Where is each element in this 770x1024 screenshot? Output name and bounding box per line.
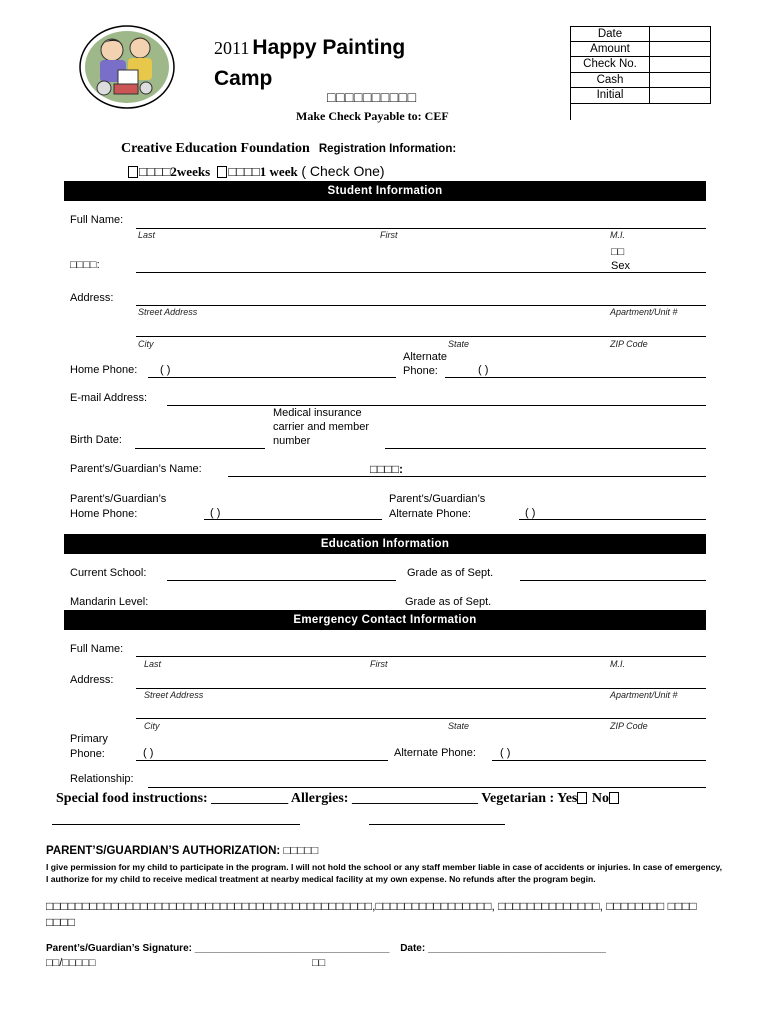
emergency-full-name-label: Full Name: (70, 643, 124, 655)
emergency-section-header: Emergency Contact Information (64, 610, 706, 630)
date-label: Date: ________________________________ (400, 943, 606, 954)
option-1week-label: 1 week (259, 164, 298, 179)
home-phone-paren: ( ) (160, 364, 171, 376)
vegetarian-no-label: No (591, 791, 609, 806)
relationship-field[interactable] (148, 787, 706, 788)
signature-line[interactable] (46, 943, 606, 954)
alternate-phone-field[interactable] (445, 377, 706, 378)
title-year: 2011 (214, 38, 250, 58)
food-line (56, 791, 620, 807)
current-school-label: Current School: (70, 567, 147, 579)
admin-check-cell[interactable] (650, 57, 711, 73)
mandarin-level-label: Mandarin Level: (70, 596, 149, 608)
option-2weeks-cn: □□□□ (139, 164, 171, 179)
birth-date-label: Birth Date: (70, 434, 122, 446)
student-city-field[interactable] (136, 336, 706, 337)
student-street-field[interactable] (136, 305, 706, 306)
guardian-name-field[interactable] (228, 476, 706, 477)
home-phone-label: Home Phone: (70, 364, 138, 376)
emergency-city-caption: City (144, 721, 160, 731)
guardian-alt-phone-label (389, 492, 485, 522)
org-name: Creative Education Foundation (121, 141, 310, 156)
emergency-city-field[interactable] (136, 718, 706, 719)
admin-cash-label: Cash (570, 73, 650, 89)
emergency-street-caption: Street Address (144, 690, 204, 700)
option-1week-checkbox[interactable] (217, 166, 227, 178)
medical-label-2: carrier and member (273, 421, 369, 433)
vegetarian-yes-checkbox[interactable] (577, 792, 587, 804)
student-state-caption: State (448, 339, 470, 349)
emergency-zip-caption: ZIP Code (610, 721, 648, 731)
admin-table-tail (570, 104, 571, 120)
admin-initial-cell[interactable] (650, 88, 711, 104)
student-address-label: Address: (70, 292, 114, 304)
student-street-caption: Street Address (138, 307, 198, 317)
primary-phone-label-1: Primary (70, 733, 108, 745)
grade-field[interactable] (520, 580, 706, 581)
logo (78, 24, 176, 110)
vegetarian-label: Vegetarian : Yes (481, 791, 578, 806)
current-school-field[interactable] (167, 580, 396, 581)
allergies-continuation-field[interactable] (369, 824, 505, 825)
guardian-home-phone-field[interactable] (204, 519, 382, 520)
option-2weeks-checkbox[interactable] (128, 166, 138, 178)
option-1week-cn: □□□□ (228, 164, 260, 179)
grade-label: Grade as of Sept. (407, 567, 494, 579)
authorization-title-text: PARENT’S/GUARDIAN’S AUTHORIZATION: (46, 845, 281, 857)
guardian-alt-paren: ( ) (525, 507, 536, 519)
special-food-label: Special food instructions: ___________ (56, 791, 289, 806)
title-text: Happy Painting (252, 36, 406, 59)
student-city-caption: City (138, 339, 154, 349)
student-full-name-label: Full Name: (70, 214, 124, 226)
student-mi-caption: M.I. (610, 230, 625, 240)
chinese-name-label: □□□□: (70, 259, 100, 271)
vegetarian-no-checkbox[interactable] (609, 792, 619, 804)
guardian-alt-label-1: Parent’s/Guardian’s (389, 493, 486, 505)
admin-amount-label: Amount (570, 42, 650, 58)
alternate-phone-label (403, 350, 447, 378)
emergency-first-caption: First (370, 659, 388, 669)
email-field[interactable] (167, 405, 706, 406)
student-first-caption: First (380, 230, 398, 240)
chinese-title: □□□□□□□□□□ (327, 89, 417, 105)
primary-phone-label (70, 732, 108, 762)
office-use-table (570, 26, 711, 104)
chinese-name-field[interactable] (136, 272, 706, 273)
page-title (214, 34, 405, 96)
admin-date-cell[interactable] (650, 26, 711, 42)
education-section-header: Education Information (64, 534, 706, 554)
sex-cn-caption: □□ (611, 246, 625, 258)
medical-insurance-field[interactable] (385, 448, 706, 449)
signature-label: Parent’s/Guardian’s Signature: ___________________________________ (46, 943, 390, 954)
medical-label-1: Medical insurance (273, 407, 362, 419)
emergency-mi-caption: M.I. (610, 659, 625, 669)
email-label: E-mail Address: (70, 392, 148, 404)
guardian-cn-name-label: □□□□: (370, 462, 403, 476)
admin-check-label: Check No. (570, 57, 650, 73)
emergency-full-name-field[interactable] (136, 656, 706, 657)
primary-phone-paren: ( ) (143, 747, 154, 759)
alt-phone-label-2: Phone: (403, 365, 438, 377)
student-full-name-field[interactable] (136, 228, 706, 229)
alt-phone-paren: ( ) (478, 364, 489, 376)
guardian-name-label: Parent’s/Guardian’s Name: (70, 463, 202, 475)
guardian-home-paren: ( ) (210, 507, 221, 519)
admin-initial-label: Initial (570, 88, 650, 104)
emergency-alt-phone-label: Alternate Phone: (394, 747, 476, 759)
title-line2: Camp (214, 67, 273, 90)
primary-phone-field[interactable] (136, 760, 388, 761)
emergency-alt-paren: ( ) (500, 747, 511, 759)
signature-cn-label: □□/□□□□□ (46, 957, 96, 969)
emergency-apt-caption: Apartment/Unit # (610, 690, 678, 700)
emergency-alt-phone-field[interactable] (492, 760, 706, 761)
org-line (121, 141, 456, 157)
primary-phone-label-2: Phone: (70, 748, 105, 760)
emergency-state-caption: State (448, 721, 470, 731)
birth-date-field[interactable] (135, 448, 265, 449)
session-options (128, 163, 385, 180)
alt-phone-label-1: Alternate (403, 351, 448, 363)
registration-label: Registration Information: (318, 143, 457, 155)
emergency-address-label: Address: (70, 674, 114, 686)
authorization-text-cn: □□□□□□□□□□□□□□□□□□□□□□□□□□□□□□□□□□□□□□□□□□□□□,□□□□□□□□□□□□□□□□, □□□□□□□□□□□□□□, □□□□□□□□ □□□□ □□□□ (46, 899, 697, 929)
allergies-label: Allergies: __________________ (290, 791, 478, 806)
student-apt-caption: Apartment/Unit # (610, 307, 678, 317)
student-last-caption: Last (138, 230, 156, 240)
home-phone-field[interactable] (148, 377, 396, 378)
admin-cash-cell[interactable] (650, 73, 711, 89)
guardian-home-label-1: Parent’s/Guardian’s (70, 493, 167, 505)
emergency-last-caption: Last (144, 659, 162, 669)
admin-amount-cell[interactable] (650, 42, 711, 58)
sex-caption: Sex (611, 260, 630, 272)
guardian-alt-phone-field[interactable] (519, 519, 706, 520)
authorization-title-cn: □□□□□ (283, 845, 319, 857)
payable-note: Make Check Payable to: CEF (296, 109, 449, 123)
special-food-continuation-field[interactable] (52, 824, 300, 825)
relationship-label: Relationship: (70, 773, 134, 785)
check-one-note: ( Check One) (301, 163, 385, 179)
authorization-text: I give permission for my child to participate in the program. I will not hold the school or any staff member liable in case of accidents or injuries. In case of emergency, I authorize for my child to receive medical treatment at nearby medical facility at my own expense. No refunds after the program begin. (46, 862, 723, 884)
guardian-home-phone-label (70, 492, 166, 522)
medical-label-3: number (273, 435, 311, 447)
authorization-title (46, 845, 318, 857)
medical-insurance-label (273, 406, 369, 448)
emergency-street-field[interactable] (136, 688, 706, 689)
option-2weeks-label: 2weeks (170, 164, 211, 179)
grade-label-2: Grade as of Sept. (405, 596, 492, 608)
guardian-home-label-2: Home Phone: (70, 508, 138, 520)
student-zip-caption: ZIP Code (610, 339, 648, 349)
student-section-header: Student Information (64, 181, 706, 201)
date-cn-label: □□ (312, 957, 326, 969)
admin-date-label: Date (570, 26, 650, 42)
guardian-alt-label-2: Alternate Phone: (389, 508, 471, 520)
